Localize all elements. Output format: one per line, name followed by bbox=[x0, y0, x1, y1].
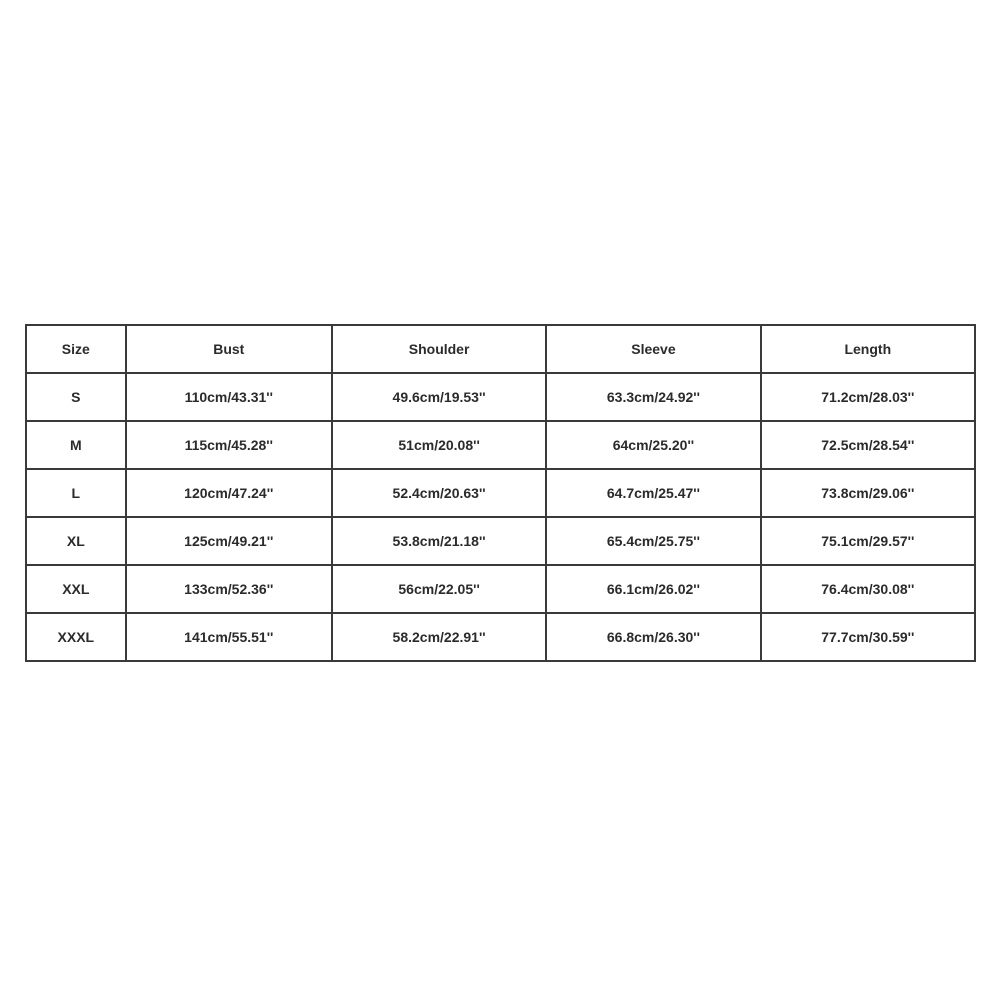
sleeve-cell: 66.1cm/26.02'' bbox=[546, 565, 760, 613]
header-length: Length bbox=[761, 325, 975, 373]
bust-cell: 133cm/52.36'' bbox=[126, 565, 332, 613]
shoulder-cell: 51cm/20.08'' bbox=[332, 421, 546, 469]
length-cell: 72.5cm/28.54'' bbox=[761, 421, 975, 469]
length-cell: 76.4cm/30.08'' bbox=[761, 565, 975, 613]
header-sleeve: Sleeve bbox=[546, 325, 760, 373]
size-cell: S bbox=[26, 373, 126, 421]
bust-cell: 141cm/55.51'' bbox=[126, 613, 332, 661]
bust-cell: 120cm/47.24'' bbox=[126, 469, 332, 517]
table-row bbox=[26, 517, 975, 565]
length-cell: 71.2cm/28.03'' bbox=[761, 373, 975, 421]
length-cell: 77.7cm/30.59'' bbox=[761, 613, 975, 661]
length-cell: 75.1cm/29.57'' bbox=[761, 517, 975, 565]
shoulder-cell: 56cm/22.05'' bbox=[332, 565, 546, 613]
size-cell: XL bbox=[26, 517, 126, 565]
sleeve-cell: 65.4cm/25.75'' bbox=[546, 517, 760, 565]
header-size: Size bbox=[26, 325, 126, 373]
table-row bbox=[26, 373, 975, 421]
bust-cell: 115cm/45.28'' bbox=[126, 421, 332, 469]
size-cell: L bbox=[26, 469, 126, 517]
size-cell: XXL bbox=[26, 565, 126, 613]
sleeve-cell: 64.7cm/25.47'' bbox=[546, 469, 760, 517]
size-chart-table bbox=[25, 324, 976, 662]
table-row bbox=[26, 613, 975, 661]
header-bust: Bust bbox=[126, 325, 332, 373]
bust-cell: 110cm/43.31'' bbox=[126, 373, 332, 421]
table-row bbox=[26, 565, 975, 613]
size-cell: M bbox=[26, 421, 126, 469]
shoulder-cell: 53.8cm/21.18'' bbox=[332, 517, 546, 565]
shoulder-cell: 52.4cm/20.63'' bbox=[332, 469, 546, 517]
header-row bbox=[26, 325, 975, 373]
shoulder-cell: 49.6cm/19.53'' bbox=[332, 373, 546, 421]
table-row bbox=[26, 469, 975, 517]
sleeve-cell: 66.8cm/26.30'' bbox=[546, 613, 760, 661]
size-cell: XXXL bbox=[26, 613, 126, 661]
shoulder-cell: 58.2cm/22.91'' bbox=[332, 613, 546, 661]
bust-cell: 125cm/49.21'' bbox=[126, 517, 332, 565]
sleeve-cell: 63.3cm/24.92'' bbox=[546, 373, 760, 421]
sleeve-cell: 64cm/25.20'' bbox=[546, 421, 760, 469]
table-row bbox=[26, 421, 975, 469]
length-cell: 73.8cm/29.06'' bbox=[761, 469, 975, 517]
header-shoulder: Shoulder bbox=[332, 325, 546, 373]
